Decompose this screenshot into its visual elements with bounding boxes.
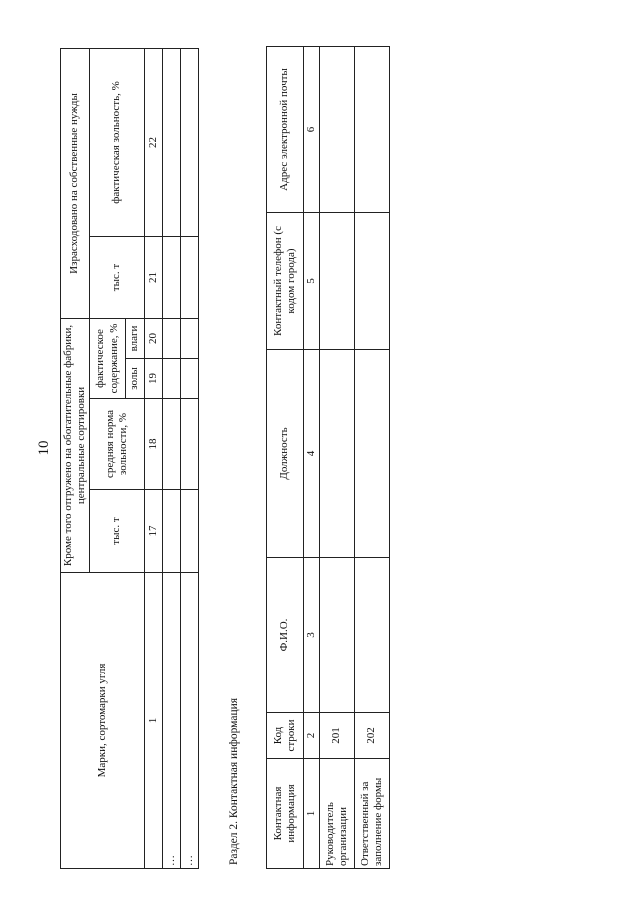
header-phone: Контактный телефон (с кодом города): [267, 213, 304, 350]
empty-cell: [181, 48, 199, 236]
empty-cell: [181, 399, 199, 490]
col-number: 17: [145, 490, 163, 573]
empty-cell: [163, 318, 181, 358]
empty-cell: [163, 236, 181, 318]
row-code: 202: [355, 713, 390, 759]
header-position: Должность: [267, 350, 304, 558]
col-number: 2: [304, 713, 320, 759]
col-number: 4: [304, 350, 320, 558]
contact-info-table: [266, 46, 390, 869]
coal-shipment-table: [60, 48, 199, 869]
email-cell[interactable]: [320, 47, 355, 213]
header-consumed-group: Израсходовано на собственные нужды: [61, 48, 90, 318]
row-label-head: Руководитель организации: [320, 759, 355, 869]
empty-cell: [163, 399, 181, 490]
empty-cell: [163, 359, 181, 399]
empty-cell: [181, 236, 199, 318]
table-row: [163, 48, 181, 868]
header-email: Адрес электронной почты: [267, 47, 304, 213]
header-line-code: Код строки: [267, 713, 304, 759]
header-contact-info: Контактная информация: [267, 759, 304, 869]
section-2-title: Раздел 2. Контактная информация: [228, 697, 240, 865]
header-coal-grades: Марки, сортомарки угля: [61, 573, 145, 869]
col-number: 1: [145, 573, 163, 869]
phone-cell[interactable]: [320, 213, 355, 350]
col-number: 3: [304, 558, 320, 713]
header-ash: золы: [126, 359, 145, 399]
empty-cell: [163, 490, 181, 573]
col-number: 18: [145, 399, 163, 490]
header-moisture: влаги: [126, 318, 145, 358]
column-numbers-row: [304, 47, 320, 869]
row-code: 201: [320, 713, 355, 759]
col-number: 20: [145, 318, 163, 358]
header-consumed-thousand-tons: тыс. т: [90, 236, 145, 318]
header-actual-content: фактическое содержание, %: [90, 318, 126, 398]
col-number: 5: [304, 213, 320, 350]
email-cell[interactable]: [355, 47, 390, 213]
header-shipped-group: Кроме того отгружено на обогатительные фабрики, центральные сортировки: [61, 318, 90, 572]
table-row: [181, 48, 199, 868]
header-full-name: Ф.И.О.: [267, 558, 304, 713]
position-cell[interactable]: [320, 350, 355, 558]
full-name-cell[interactable]: [320, 558, 355, 713]
column-numbers-row: [145, 48, 163, 868]
row-label-responsible: Ответственный за заполнение формы: [355, 759, 390, 869]
col-number: 21: [145, 236, 163, 318]
empty-cell: [181, 318, 199, 358]
ellipsis-cell: …: [181, 573, 199, 869]
empty-cell: [163, 48, 181, 236]
full-name-cell[interactable]: [355, 558, 390, 713]
position-cell[interactable]: [355, 350, 390, 558]
ellipsis-cell: …: [163, 573, 181, 869]
page-number: 10: [36, 440, 52, 456]
col-number: 22: [145, 48, 163, 236]
header-avg-norm-ash: средняя норма зольности, %: [90, 399, 145, 490]
col-number: 19: [145, 359, 163, 399]
header-actual-ash: фактическая зольность, %: [90, 48, 145, 236]
phone-cell[interactable]: [355, 213, 390, 350]
empty-cell: [181, 490, 199, 573]
header-shipped-thousand-tons: тыс. т: [90, 490, 145, 573]
table-row: [320, 47, 355, 869]
table-row: [355, 47, 390, 869]
col-number: 6: [304, 47, 320, 213]
empty-cell: [181, 359, 199, 399]
col-number: 1: [304, 759, 320, 869]
